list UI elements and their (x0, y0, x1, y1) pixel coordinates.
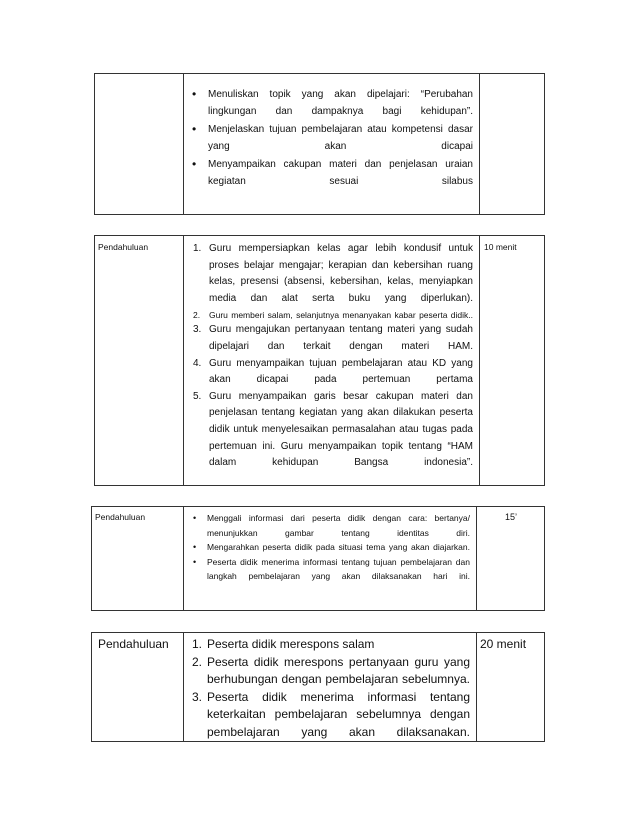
table3-bullet: • Mengarahkan peserta didik pada situasi tema yang akan diajarkan. (207, 540, 470, 555)
table1-content-cell (184, 74, 480, 215)
duration-label: 15’ (505, 512, 518, 522)
duration-label: 20 menit (480, 637, 527, 651)
table3-label-cell (92, 507, 184, 611)
phase-label: Pendahuluan (98, 242, 149, 252)
duration-label: 10 menit (484, 242, 517, 252)
table1-time-cell (480, 74, 545, 215)
table4-content-cell (184, 633, 477, 742)
table2-item: 4. Guru menyampaikan tujuan pembelajaran atau KD yang akan dicapai pada pertemuan pertama (193, 357, 473, 386)
phase-label: Pendahuluan (95, 512, 146, 522)
table2-item: 5. Guru menyampaikan garis besar cakupan materi dan penjelasan tentang kegiatan yang akan dilakukan peserta didik untuk menyelesaikan permasalahan atau tugas pada pertemuan ini. Guru menyampaikan topik tentang “HAM dalam kehidupan Bangsa indonesia”. (193, 390, 473, 469)
table3-time-cell (477, 507, 545, 611)
table4-time-cell (477, 633, 545, 742)
table2-item: 2. Guru memberi salam, selanjutnya menanyakan kabar peserta didik.. (193, 310, 473, 321)
table4-label-cell (92, 633, 184, 742)
table-pendahuluan-siswa (91, 632, 545, 742)
table2-content-cell (184, 236, 480, 486)
table2-item: 1. Guru mempersiapkan kelas agar lebih kondusif untuk proses belajar mengajar; kerapian dan kebersihan ruang kelas, presensi (absensi, kebersihan, kelas, menyiapkan media dan alat serta buku yang diperlukan). (193, 243, 473, 304)
table-pendahuluan-guru (94, 235, 545, 486)
table2-time-cell (480, 236, 545, 486)
table1-label-cell (95, 74, 184, 215)
phase-label: Pendahuluan (98, 637, 169, 651)
table2-item: 3. Guru mengajukan pertanyaan tentang materi yang sudah dipelajari dan terkait dengan materi HAM. (193, 324, 473, 352)
table4-item: 2. Peserta didik merespons pertanyaan guru yang berhubungan dengan pembelajaran sebelumnya. (192, 654, 470, 686)
table3-bullet: • Menggali informasi dari peserta didik dengan cara: bertanya/ menunjukkan gambar tentang identitas diri. (207, 511, 470, 540)
table4-item: 1. Peserta didik merespons salam (192, 637, 375, 651)
table-pendahuluan-bullets (91, 506, 545, 611)
table4-item: 3. Peserta didik menerima informasi tentang keterkaitan pembelajaran sebelumnya dengan pembelajaran yang akan dilaksanakan. (192, 689, 470, 739)
table-top-partial (94, 73, 545, 215)
table1-bullet: • Menuliskan topik yang akan dipelajari: “Perubahan lingkungan dan dampaknya bagi kehidupan”. (208, 86, 473, 120)
table3-bullet: • Peserta didik menerima informasi tentang tujuan pembelajaran dan langkah pembelajaran yang akan dilaksanakan hari ini. (207, 555, 470, 584)
table3-content-cell (184, 507, 477, 611)
table2-label-cell (95, 236, 184, 486)
table1-bullet: • Menyampaikan cakupan materi dan penjelasan uraian kegiatan sesuai silabus (208, 156, 473, 190)
table1-bullet: • Menjelaskan tujuan pembelajaran atau kompetensi dasar yang akan dicapai (208, 121, 473, 155)
